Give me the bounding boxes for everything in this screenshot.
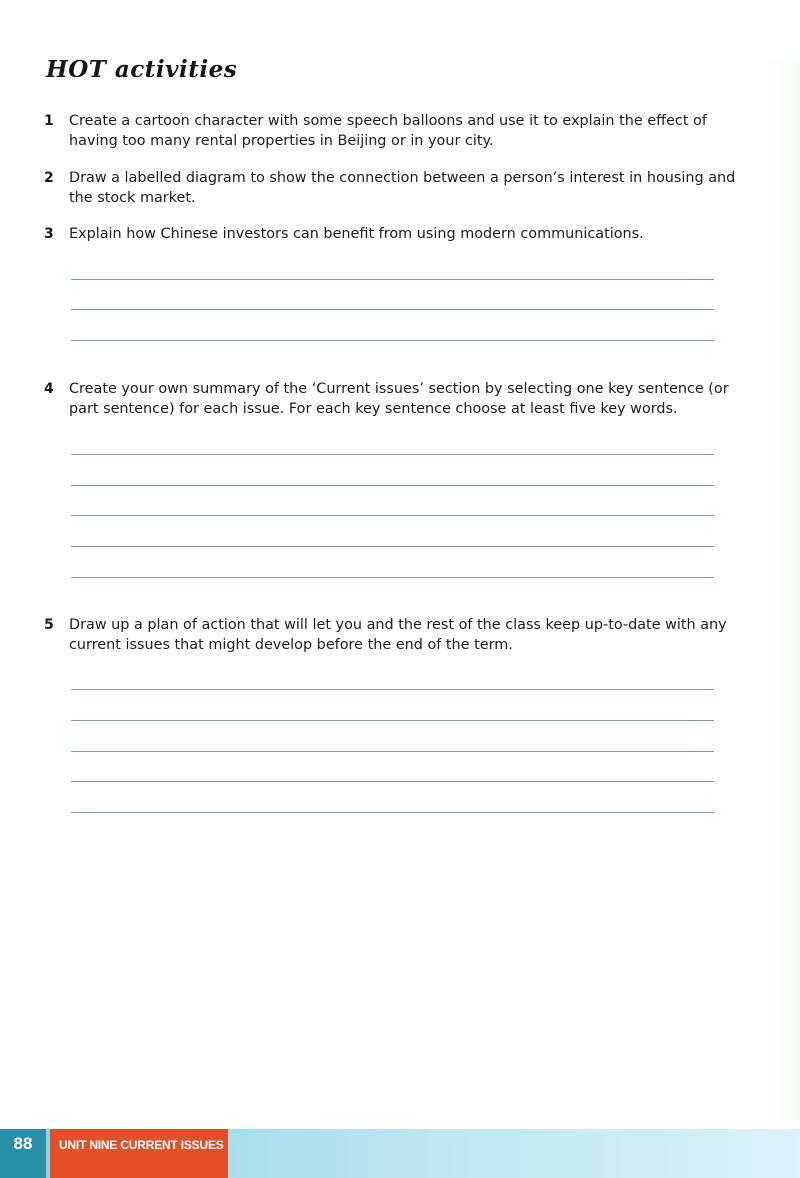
answer-line[interactable] <box>71 720 714 721</box>
page-number: 88 <box>0 1129 46 1178</box>
activity-4 <box>44 379 744 419</box>
unit-label: UNIT NINE CURRENT ISSUES <box>50 1129 228 1178</box>
answer-line[interactable] <box>71 546 714 547</box>
answer-line[interactable] <box>71 485 714 486</box>
activity-number: 5 <box>44 617 54 633</box>
activity-number: 1 <box>44 113 54 129</box>
activity-2 <box>44 168 744 208</box>
activity-text: Draw a labelled diagram to show the connection between a person’s interest in housing and the stock market. <box>69 170 736 206</box>
activity-text: Create your own summary of the ‘Current issues’ section by selecting one key sentence (or part sentence) for each issue. For each key sentence choose at least five key words. <box>69 381 729 417</box>
answer-line[interactable] <box>71 577 714 578</box>
activity-text: Draw up a plan of action that will let you and the rest of the class keep up-to-date with any current issues that might develop before the end of the term. <box>69 617 727 653</box>
activity-number: 2 <box>44 170 54 186</box>
answer-line[interactable] <box>71 751 714 752</box>
page-edge-strip <box>764 60 800 1120</box>
activity-3 <box>44 224 744 244</box>
activity-number: 4 <box>44 381 54 397</box>
activity-5 <box>44 615 744 655</box>
answer-line[interactable] <box>71 812 714 813</box>
answer-line[interactable] <box>71 781 714 782</box>
activity-1 <box>44 111 744 151</box>
answer-line[interactable] <box>71 454 714 455</box>
activity-text: Explain how Chinese investors can benefit from using modern communications. <box>69 226 644 242</box>
activity-text: Create a cartoon character with some speech balloons and use it to explain the effect of having too many rental properties in Beijing or in your city. <box>69 113 707 149</box>
answer-line[interactable] <box>71 279 714 280</box>
answer-line[interactable] <box>71 515 714 516</box>
activity-number: 3 <box>44 226 54 242</box>
answer-line[interactable] <box>71 309 714 310</box>
page-title: HOT activities <box>46 56 238 83</box>
answer-line[interactable] <box>71 689 714 690</box>
answer-line[interactable] <box>71 340 714 341</box>
